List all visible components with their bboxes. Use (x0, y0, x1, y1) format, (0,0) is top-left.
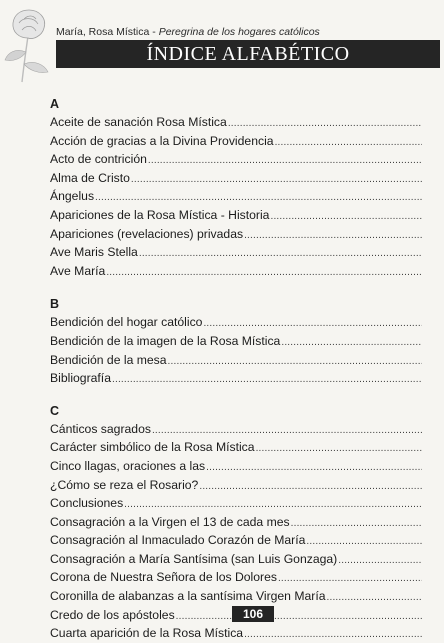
index-entry[interactable]: Apariciones (revelaciones) privadas ..... (50, 225, 422, 244)
dot-leader (206, 457, 422, 476)
dot-leader (152, 420, 422, 439)
dot-leader (176, 606, 422, 625)
dot-leader (327, 587, 423, 606)
dot-leader (203, 313, 422, 332)
index-entry[interactable]: Bibliografía ..... (50, 369, 422, 388)
book-title: María, Rosa Mística - (56, 26, 159, 38)
index-entry[interactable]: Alma de Cristo ..... (50, 169, 422, 188)
index-entry[interactable]: Consagración a María Santísima (san Luis Gonzaga) ..... (50, 550, 422, 569)
running-header (56, 26, 436, 38)
index-entry[interactable]: Consagración al Inmaculado Corazón de María ..... (50, 531, 422, 550)
index-entry[interactable]: Ave Maris Stella ..... (50, 243, 422, 262)
alphabetical-index (50, 96, 422, 643)
section-title (56, 40, 440, 68)
dot-leader (291, 513, 422, 532)
dot-leader (244, 624, 422, 643)
index-entry[interactable]: Ángelus ..... (50, 187, 422, 206)
dot-leader (306, 531, 422, 550)
index-entry[interactable]: Conclusiones ..... (50, 494, 422, 513)
dot-leader (270, 206, 422, 225)
dot-leader (244, 225, 422, 244)
index-letter: C (50, 403, 60, 418)
book-subtitle: Peregrina de los hogares católicos (158, 26, 320, 38)
rose-icon (2, 6, 56, 84)
section-title-text: ÍNDICE ALFABÉTICO (146, 42, 350, 65)
index-entry[interactable]: Aceite de sanación Rosa Mística ..... (50, 113, 422, 132)
page-number-text: 106 (242, 607, 264, 621)
dot-leader (124, 494, 422, 513)
index-entry[interactable]: Cánticos sagrados ..... (50, 420, 422, 439)
index-entry[interactable]: Acción de gracias a la Divina Providencia ..... (50, 132, 422, 151)
index-entry[interactable]: Acto de contrición ..... (50, 150, 422, 169)
index-entry[interactable]: Bendición del hogar católico ..... (50, 313, 422, 332)
index-entry[interactable]: Coronilla de alabanzas a la santísima Virgen María ..... (50, 587, 422, 606)
index-entry[interactable]: Credo de los apóstoles ..... (50, 606, 422, 625)
index-group-a (50, 96, 422, 280)
dot-leader (275, 132, 422, 151)
dot-leader (281, 332, 422, 351)
index-entry[interactable]: Carácter simbólico de la Rosa Mística ..... (50, 438, 422, 457)
dot-leader (106, 262, 422, 281)
dot-leader (131, 169, 422, 188)
index-entry[interactable]: Cinco llagas, oraciones a las ..... (50, 457, 422, 476)
dot-leader (148, 150, 422, 169)
dot-leader (256, 438, 422, 457)
index-letter: A (50, 97, 60, 111)
dot-leader (139, 243, 422, 262)
index-entry[interactable]: Bendición de la mesa ..... (50, 351, 422, 370)
dot-leader (338, 550, 422, 569)
index-entry[interactable]: Ave María ..... (50, 262, 422, 281)
dot-leader (112, 369, 422, 388)
dot-leader (95, 187, 422, 206)
index-entry[interactable]: Cuarta aparición de la Rosa Mística ..... (50, 624, 422, 643)
index-letter: B (50, 297, 60, 312)
dot-leader (168, 351, 422, 370)
index-entry[interactable]: ¿Cómo se reza el Rosario? ..... (50, 476, 422, 495)
page-number (232, 606, 274, 622)
index-entry[interactable]: Apariciones de la Rosa Mística - Historia ..... (50, 206, 422, 225)
dot-leader (278, 568, 422, 587)
index-entry[interactable]: Consagración a la Virgen el 13 de cada mes ..... (50, 513, 422, 532)
index-entry[interactable]: Corona de Nuestra Señora de los Dolores ..... (50, 568, 422, 587)
dot-leader (199, 476, 422, 495)
index-group-b (50, 296, 422, 387)
index-entry[interactable]: Bendición de la imagen de la Rosa Mística ..... (50, 332, 422, 351)
dot-leader (228, 113, 422, 132)
